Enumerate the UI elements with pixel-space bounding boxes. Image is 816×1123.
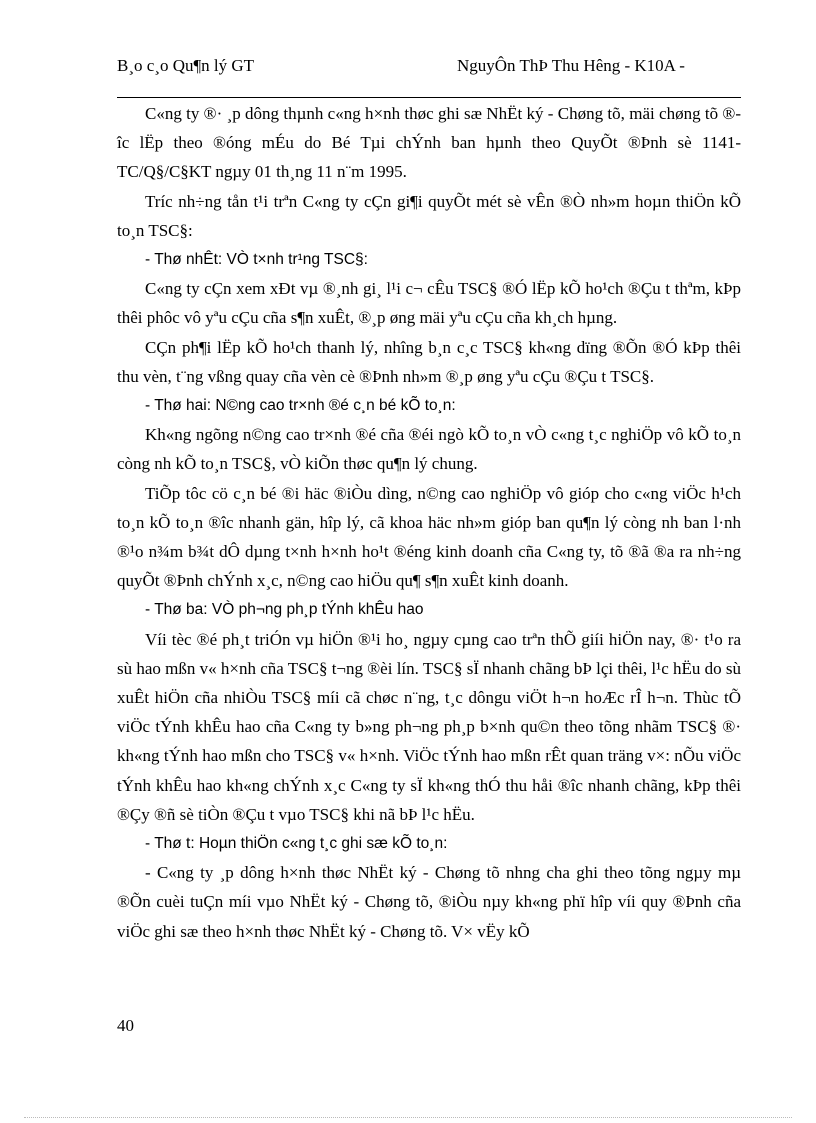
page-number: 40	[117, 1016, 134, 1035]
header-divider	[117, 97, 741, 98]
paragraph: C«ng ty ®· ¸p dông thµnh c«ng h×nh thøc ghi sæ NhËt ký - Chøng tõ, mäi chøng tõ ®îc lËp theo ®óng mÉu do Bé Tµi chÝnh ban hµnh theo QuyÕt ®Þnh sè 1141-TC/Q§/C§KT ngµy 01 th¸ng 11 n¨m 1995.	[117, 104, 741, 182]
header-author: NguyÔn ThÞ Thu Hêng - K10A -	[457, 56, 685, 75]
section-heading: - Thø hai: N©ng cao tr×nh ®é c¸n bé kÕ to¸n:	[145, 397, 456, 415]
paragraph: - C«ng ty ¸p dông h×nh thøc NhËt ký - Chøng tõ nhng cha ghi theo tõng ngµy mµ ®Õn cuèi tuÇn míi vµo NhËt ký - Chøng tõ, ®iÒu nµy kh«ng phï hîp víi quy ®Þnh cña viÖc ghi sæ theo h×nh thøc NhËt ký - Chøng tõ. V× vËy kÕ	[117, 863, 741, 941]
header-report-title: B¸o c¸o Qu¶n lý GT	[117, 56, 255, 75]
section-heading: - Thø t: Hoµn thiÖn c«ng t¸c ghi sæ kÕ to¸n:	[145, 835, 448, 853]
section-heading: - Thø nhÊt: VÒ t×nh tr¹ng TSC§:	[145, 251, 368, 269]
paragraph: Kh«ng ngõng n©ng cao tr×nh ®é cña ®éi ngò kÕ to¸n vÒ c«ng t¸c nghiÖp vô kÕ to¸n còng nh kÕ to¸n TSC§, vÒ kiÕn thøc qu¶n lý chung.	[117, 425, 741, 474]
body-text	[117, 99, 741, 946]
page-header	[117, 56, 727, 96]
page-bottom-border	[24, 1117, 792, 1118]
paragraph: CÇn ph¶i lËp kÕ ho¹ch thanh lý, nhîng b¸n c¸c TSC§ kh«ng dïng ®Õn ®Ó kÞp thêi thu vèn, t¨ng vßng quay cña vèn cè ®Þnh nh»m ®¸p øng yªu cÇu ®Çu t TSC§.	[117, 337, 741, 386]
paragraph: TiÕp tôc cö c¸n bé ®i häc ®iÒu dìng, n©ng cao nghiÖp vô gióp cho c«ng viÖc h¹ch to¸n kÕ to¸n ®îc nhanh gän, hîp lý, cã khoa häc nh»m gióp ban qu¶n lý còng nh ban l·nh ®¹o n¾m b¾t dÔ dµng t×nh h×nh ho¹t ®éng kinh doanh cña C«ng ty, tõ ®ã ®a ra nh÷ng quyÕt ®Þnh chÝnh x¸c, n©ng cao hiÖu qu¶ s¶n xuÊt kinh doanh.	[117, 483, 741, 591]
paragraph: Tríc nh÷ng tån t¹i trªn C«ng ty cÇn gi¶i quyÕt mét sè vÊn ®Ò nh»m hoµn thiÖn kÕ to¸n TSC§:	[117, 191, 741, 240]
paragraph: C«ng ty cÇn xem xÐt vµ ®¸nh gi¸ l¹i c¬ cÊu TSC§ ®Ó lËp kÕ ho¹ch ®Çu t thªm, kÞp thêi phôc vô yªu cÇu cña s¶n xuÊt, ®¸p øng mäi yªu cÇu cña kh¸ch hµng.	[117, 279, 741, 328]
paragraph: Víi tèc ®é ph¸t triÓn vµ hiÖn ®¹i ho¸ ngµy cµng cao trªn thÕ giíi hiÖn nay, ®· t¹o ra sù hao mßn v« h×nh cña TSC§ t¬ng ®èi lín. TSC§ sÏ nhanh chãng bÞ lçi thêi, l¹c hËu do sù xuÊt hiÖn cña nhiÒu TSC§ míi cã chøc n¨ng, t¸c dôngu viÖt h¬n hoÆc rÎ h¬n. Thùc tÕ viÖc tÝnh khÊu hao cña C«ng ty b»ng ph¬ng ph¸p b×nh qu©n theo tõng nhãm TSC§ ®· kh«ng tÝnh hao mßn cho TSC§ v« h×nh. ViÖc tÝnh hao mßn rÊt quan träng v×: nÕu viÖc tÝnh khÊu hao kh«ng chÝnh x¸c C«ng ty sÏ kh«ng thÓ thu håi ®îc nhanh chãng, kÞp thêi ®Çy ®ñ sè tiÒn ®Çu t vµo TSC§ khi nã bÞ l¹c hËu.	[117, 629, 741, 824]
section-heading: - Thø ba: VÒ ph¬ng ph¸p tÝnh khÊu hao	[145, 601, 424, 619]
